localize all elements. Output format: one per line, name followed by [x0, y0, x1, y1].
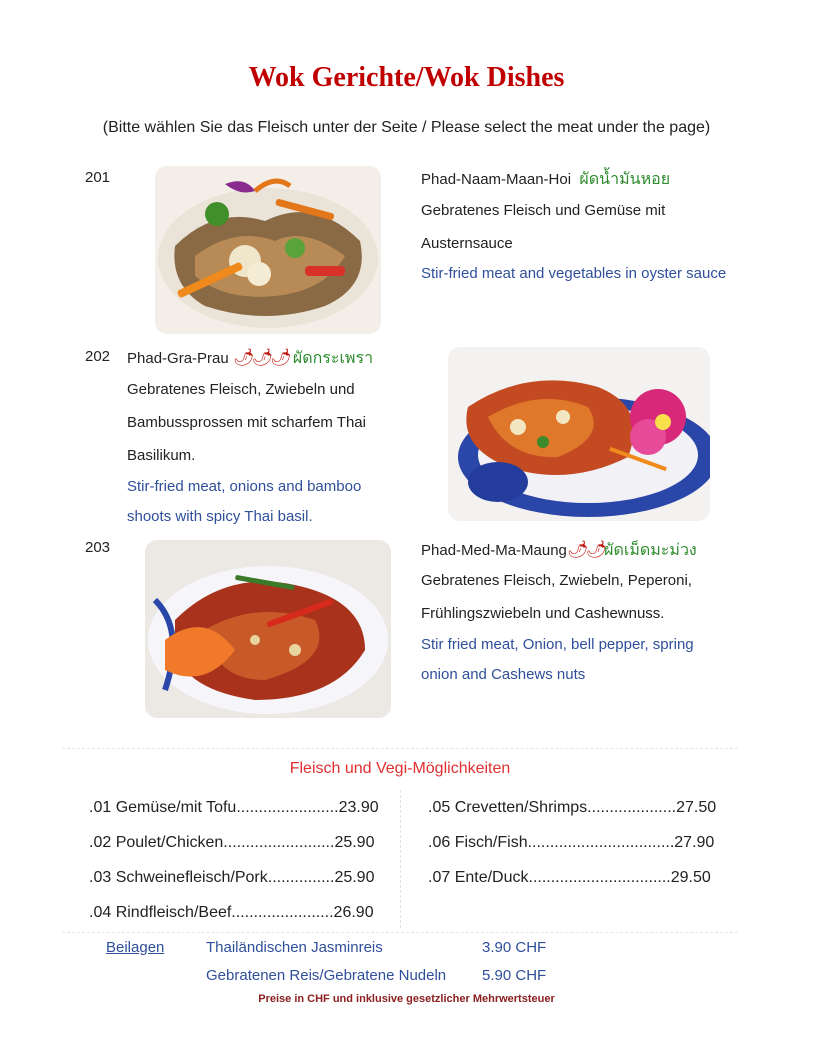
description-line: Stir fried meat, Onion, bell pepper, spring: [421, 636, 694, 653]
description-line: Gebratenes Fleisch und Gemüse mit: [421, 202, 666, 219]
dish-description-de: [421, 194, 665, 260]
dish-name: Phad-Naam-Maan-Hoi: [421, 171, 572, 188]
options-divider: [400, 790, 401, 928]
dish-thai-name: ผัดเม็ดมะม่วง: [604, 542, 697, 559]
option-item: .02 Poulet/Chicken.........................25.90: [89, 834, 375, 851]
dish-name: Phad-Med-Ma-Maung: [421, 542, 567, 559]
dish-name-201: [421, 167, 670, 192]
side-item-price: 3.90 CHF: [482, 939, 547, 956]
description-line: Stir-fried meat, onions and bamboo: [127, 478, 362, 495]
description-line: Gebratenes Fleisch, Zwiebeln und: [127, 381, 355, 398]
dish-description-de: [127, 373, 366, 472]
chili-icon: 🌶🌶🌶: [232, 348, 289, 367]
dish-description-en: [421, 259, 726, 289]
side-item-name: Thailändischen Jasminreis: [206, 939, 383, 956]
dish-thai-name: ผัดกระเพรา: [292, 350, 374, 367]
dish-name-202: [127, 346, 373, 371]
option-item: .04 Rindfleisch/Beef.......................26.90: [89, 904, 374, 921]
dish-photo-203: [145, 540, 391, 718]
dish-photo-202: [448, 347, 710, 521]
dish-description-de: [421, 564, 692, 630]
option-item: .03 Schweinefleisch/Pork...............25.90: [89, 869, 375, 886]
side-item-name: Gebratenen Reis/Gebratene Nudeln: [206, 967, 447, 984]
chili-icon: 🌶🌶: [566, 540, 605, 559]
dish-number: 201: [85, 169, 111, 186]
dish-description-en: [421, 630, 694, 690]
description-line: shoots with spicy Thai basil.: [127, 508, 313, 525]
description-line: Frühlingszwiebeln und Cashewnuss.: [421, 605, 665, 622]
price-note: Preise in CHF und inklusive gesetzlicher Mehrwertsteuer: [258, 993, 555, 1005]
sides-label: Beilagen: [106, 939, 165, 956]
dish-description-en: [127, 472, 361, 532]
description-line: onion and Cashews nuts: [421, 666, 586, 683]
dish-photo-201: [155, 166, 381, 334]
side-item-price: 5.90 CHF: [482, 967, 547, 984]
description-line: Stir-fried meat and vegetables in oyster sauce: [421, 265, 727, 282]
dish-name: Phad-Gra-Prau: [127, 350, 229, 367]
option-item: .01 Gemüse/mit Tofu.......................23.90: [89, 799, 379, 816]
option-item: .06 Fisch/Fish.................................27.90: [428, 834, 715, 851]
dish-name-203: [421, 538, 697, 563]
dish-number: 202: [85, 348, 111, 365]
page-title: Wok Gerichte/Wok Dishes: [248, 62, 565, 93]
description-line: Austernsauce: [421, 235, 513, 252]
description-line: Basilikum.: [127, 447, 196, 464]
dish-number: 203: [85, 539, 111, 556]
page-subtitle: (Bitte wählen Sie das Fleisch unter der Seite / Please select the meat under the page): [102, 119, 711, 136]
option-item: .05 Crevetten/Shrimps....................27.50: [428, 799, 717, 816]
description-line: Gebratenes Fleisch, Zwiebeln, Peperoni,: [421, 572, 692, 589]
option-item: .07 Ente/Duck................................29.50: [428, 869, 711, 886]
description-line: Bambussprossen mit scharfem Thai: [127, 414, 366, 431]
options-heading: Fleisch und Vegi-Möglichkeiten: [289, 760, 511, 777]
dish-thai-name: ผัดน้ำมันหอย: [579, 171, 671, 188]
